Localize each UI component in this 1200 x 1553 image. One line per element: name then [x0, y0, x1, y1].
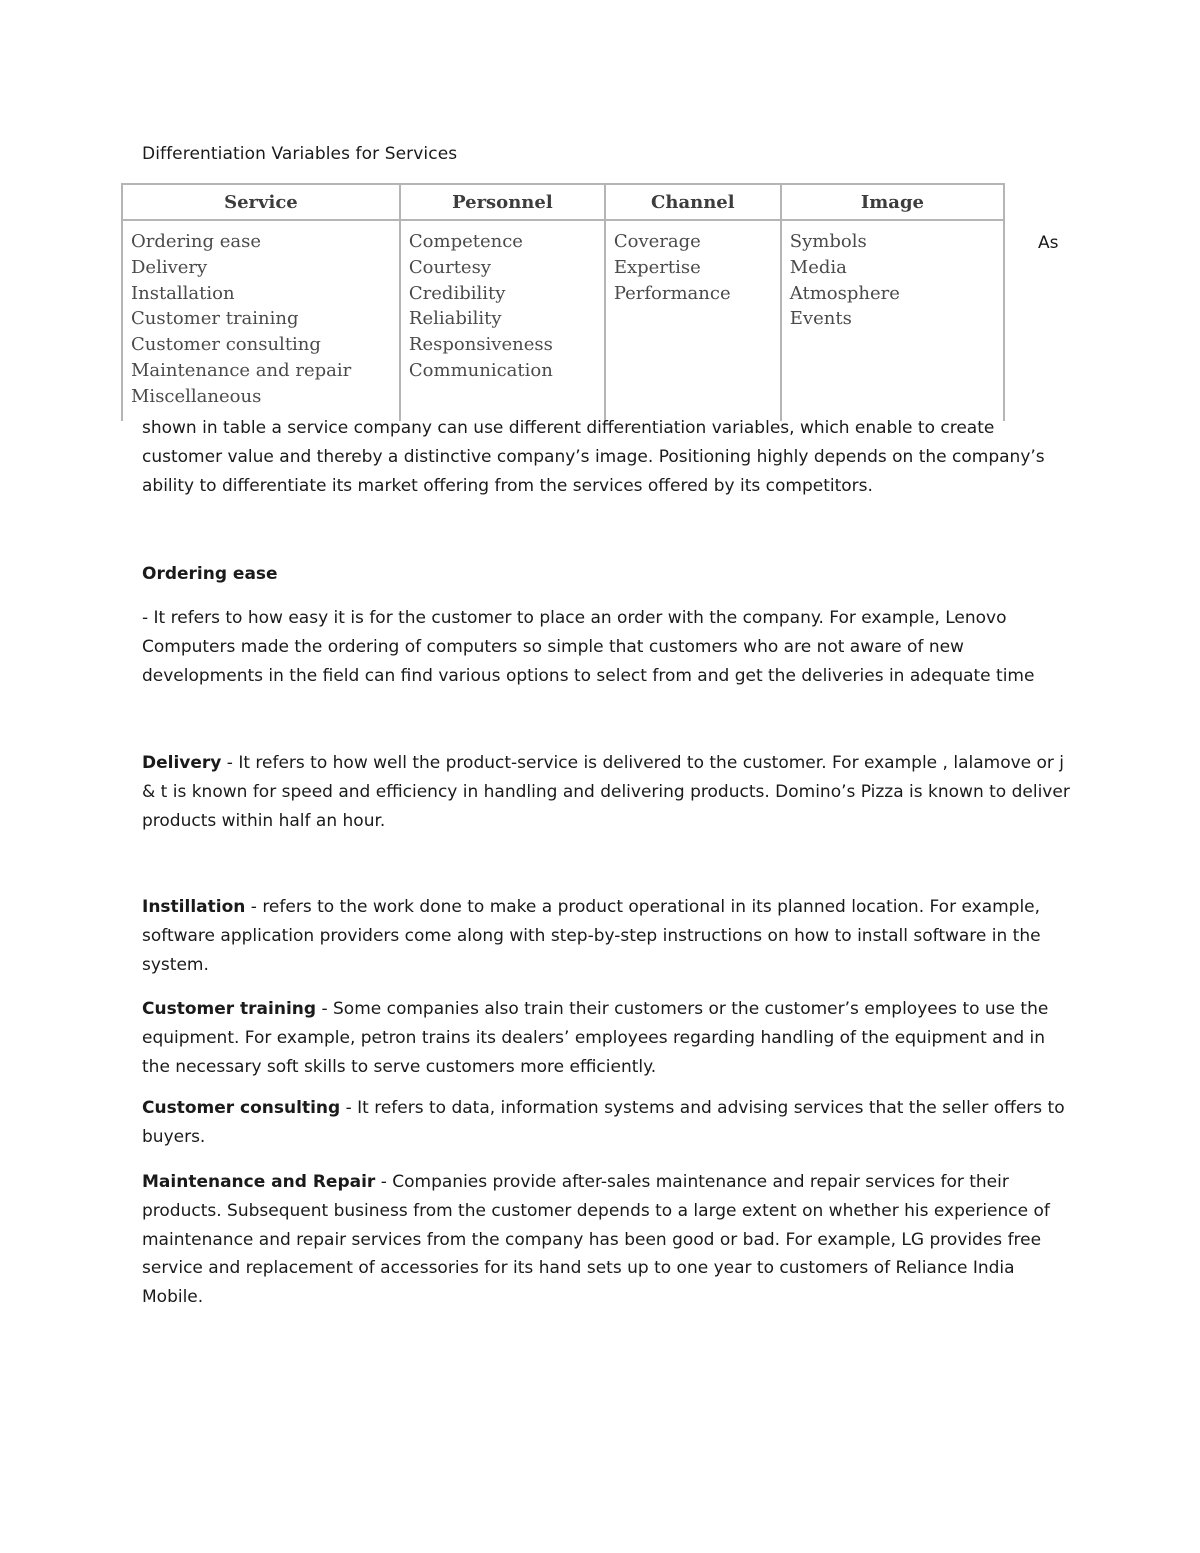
installation-heading: Instillation: [142, 897, 246, 917]
service-item: Maintenance and repair: [131, 359, 352, 381]
header-service: Service: [122, 184, 400, 220]
service-item: Customer consulting: [131, 334, 321, 356]
ordering-ease-heading: Ordering ease: [142, 564, 278, 584]
personnel-item: Responsiveness: [408, 334, 553, 356]
intro-first-word: As: [1038, 233, 1059, 253]
table-header-row: [122, 184, 1004, 220]
personnel-item: Reliability: [408, 308, 502, 330]
customer-training-body: - Some companies also train their customers or the customer’s employees to use the equipment. For example, petron trains its dealers’ employees regarding handling of the equipment and in the necessary soft skills to serve customers more efficiently.: [142, 999, 1049, 1077]
delivery-body: - It refers to how well the product-service is delivered to the customer. For example , lalamove or j & t is known for speed and efficiency in handling and delivering products. Domino’s Pizza is known to deliver products within half an hour.: [142, 753, 1070, 831]
service-item: Ordering ease: [131, 231, 262, 252]
image-column-cell: [781, 220, 1004, 421]
channel-item: Performance: [613, 282, 731, 304]
customer-training-heading: Customer training: [142, 999, 317, 1019]
document-title: Differentiation Variables for Services: [142, 144, 458, 164]
ordering-ease-body: - It refers to how easy it is for the customer to place an order with the company. For example, Lenovo Computers made the ordering of computers so simple that customers who are not aware of new developments in the field can find various options to select from and get the deliveries in adequate time: [142, 608, 1035, 686]
maintenance-body: - Companies provide after-sales maintenance and repair services for their products. Subsequent business from the customer depends to a large extent on whether his experience of maintenance and repair services from the company has been good or bad. For example, LG provides free service and replacement of accessories for its hand sets up to one year to customers of Reliance India Mobile.: [142, 1172, 1050, 1308]
customer-consulting-paragraph: [142, 1094, 1072, 1152]
channel-item: Coverage: [613, 231, 701, 252]
service-item: Installation: [131, 282, 235, 304]
maintenance-paragraph: [142, 1168, 1072, 1312]
intro-paragraph: shown in table a service company can use different differentiation variables, which enable to create customer value and thereby a distinctive company’s image. Positioning highly depends on the company’s ability to differentiate its market offering from the services offered by its competitors.: [142, 418, 1045, 496]
table-row: [122, 220, 1004, 421]
customer-consulting-body: - It refers to data, information systems and advising services that the seller offers to buyers.: [142, 1098, 1065, 1147]
personnel-item: Courtesy: [408, 256, 491, 278]
header-image: Image: [781, 184, 1004, 220]
service-item: Miscellaneous: [131, 385, 262, 407]
differentiation-table-image: [121, 183, 1005, 413]
maintenance-heading: Maintenance and Repair: [142, 1172, 376, 1192]
customer-consulting-heading: Customer consulting: [142, 1098, 341, 1118]
image-item: Media: [789, 256, 847, 278]
image-item: Symbols: [789, 231, 867, 252]
service-item: Customer training: [131, 308, 299, 330]
delivery-paragraph: [142, 749, 1072, 835]
personnel-column-cell: [400, 220, 605, 421]
channel-column-cell: [605, 220, 781, 421]
differentiation-table: [121, 183, 1005, 421]
delivery-heading: Delivery: [142, 753, 222, 773]
installation-body: - refers to the work done to make a product operational in its planned location. For example, software application providers come along with step-by-step instructions on how to install software in the system.: [142, 897, 1041, 975]
installation-paragraph: [142, 893, 1072, 979]
channel-item: Expertise: [613, 256, 701, 278]
service-column-cell: [122, 220, 400, 421]
header-personnel: Personnel: [400, 184, 605, 220]
header-channel: Channel: [605, 184, 781, 220]
image-item: Events: [789, 308, 852, 330]
service-item: Delivery: [131, 256, 208, 278]
image-item: Atmosphere: [789, 282, 900, 304]
personnel-item: Competence: [408, 231, 523, 252]
personnel-item: Communication: [408, 359, 553, 381]
customer-training-paragraph: [142, 995, 1072, 1081]
personnel-item: Credibility: [408, 282, 506, 304]
